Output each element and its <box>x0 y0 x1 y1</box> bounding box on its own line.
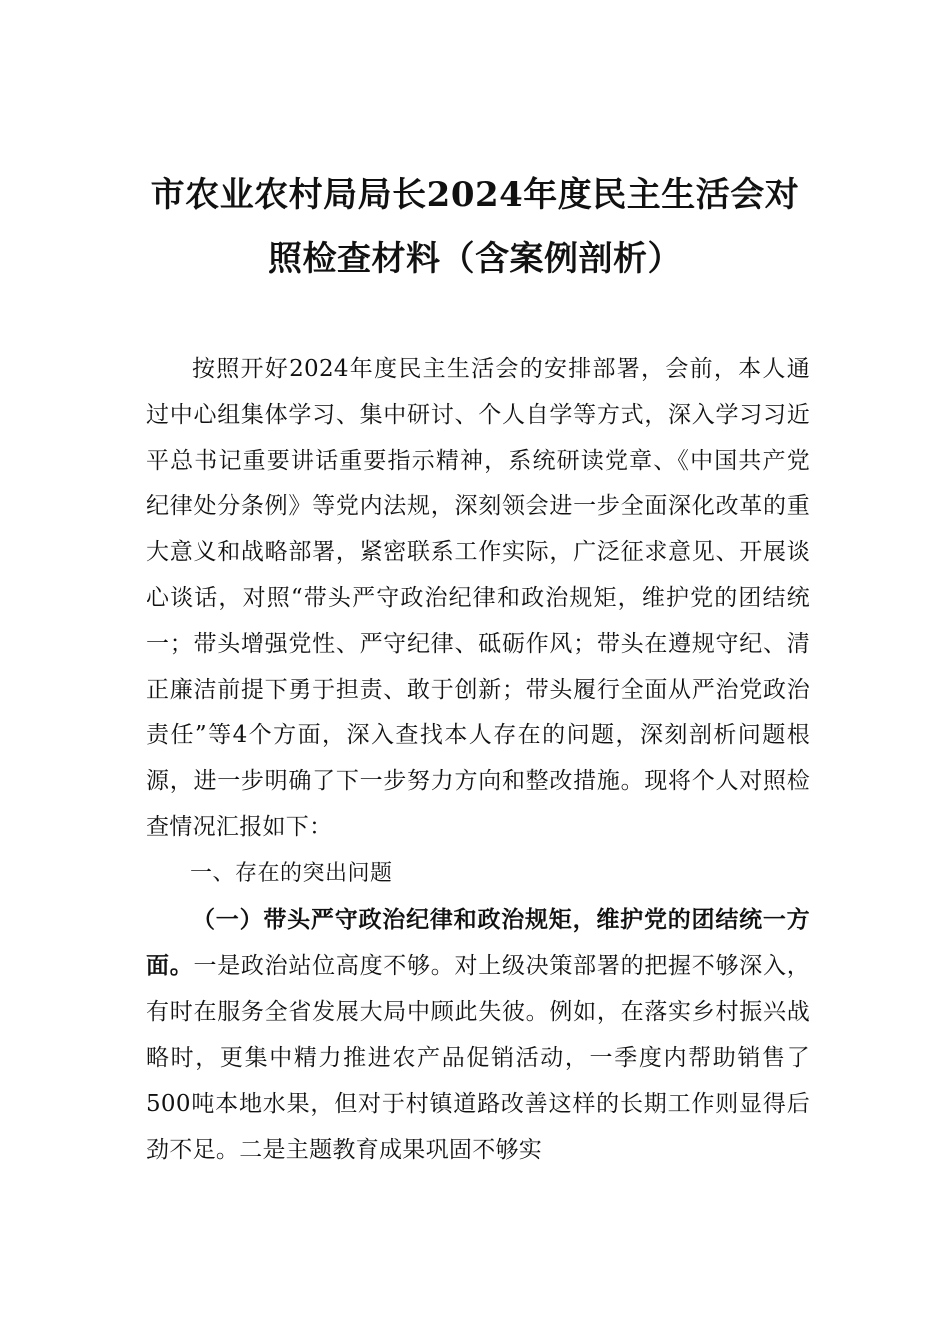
title-line-1: 市农业农村局局长2024年度民主生活会对 <box>150 175 800 215</box>
subsection-body: 一是政治站位高度不够。对上级决策部署的把握不够深入，有时在服务全省发展大局中顾此失彼。例如，在落实乡村振兴战略时，更集中精力推进农产品促销活动，一季度内帮助销售了500吨本地水果，但对于村镇道路改善这样的长期工作则显得后劲不足。二是主题教育成果巩固不够实 <box>146 953 810 1163</box>
subsection-paragraph <box>146 897 810 1174</box>
document-body <box>146 347 810 1173</box>
intro-paragraph: 按照开好2024年度民主生活会的安排部署，会前，本人通过中心组集体学习、集中研讨、个人自学等方式，深入学习习近平总书记重要讲话重要指示精神，系统研读党章、《中国共产党纪律处分条例》等党内法规，深刻领会进一步全面深化改革的重大意义和战略部署，紧密联系工作实际，广泛征求意见、开展谈心谈话，对照“带头严守政治纪律和政治规矩，维护党的团结统一；带头增强党性、严守纪律、砥砺作风；带头在遵规守纪、清正廉洁前提下勇于担责、敢于创新；带头履行全面从严治党政治责任”等4个方面，深入查找本人存在的问题，深刻剖析问题根源，进一步明确了下一步努力方向和整改措施。现将个人对照检查情况汇报如下： <box>146 356 810 840</box>
section-heading: 一、存在的突出问题 <box>190 860 393 886</box>
document-title <box>120 163 830 291</box>
title-line-2: 照检查材料（含案例剖析） <box>268 239 682 279</box>
subsection-heading: （一）带头严守政治纪律和政治规矩，维护党的团结统一方面。 <box>146 905 810 980</box>
